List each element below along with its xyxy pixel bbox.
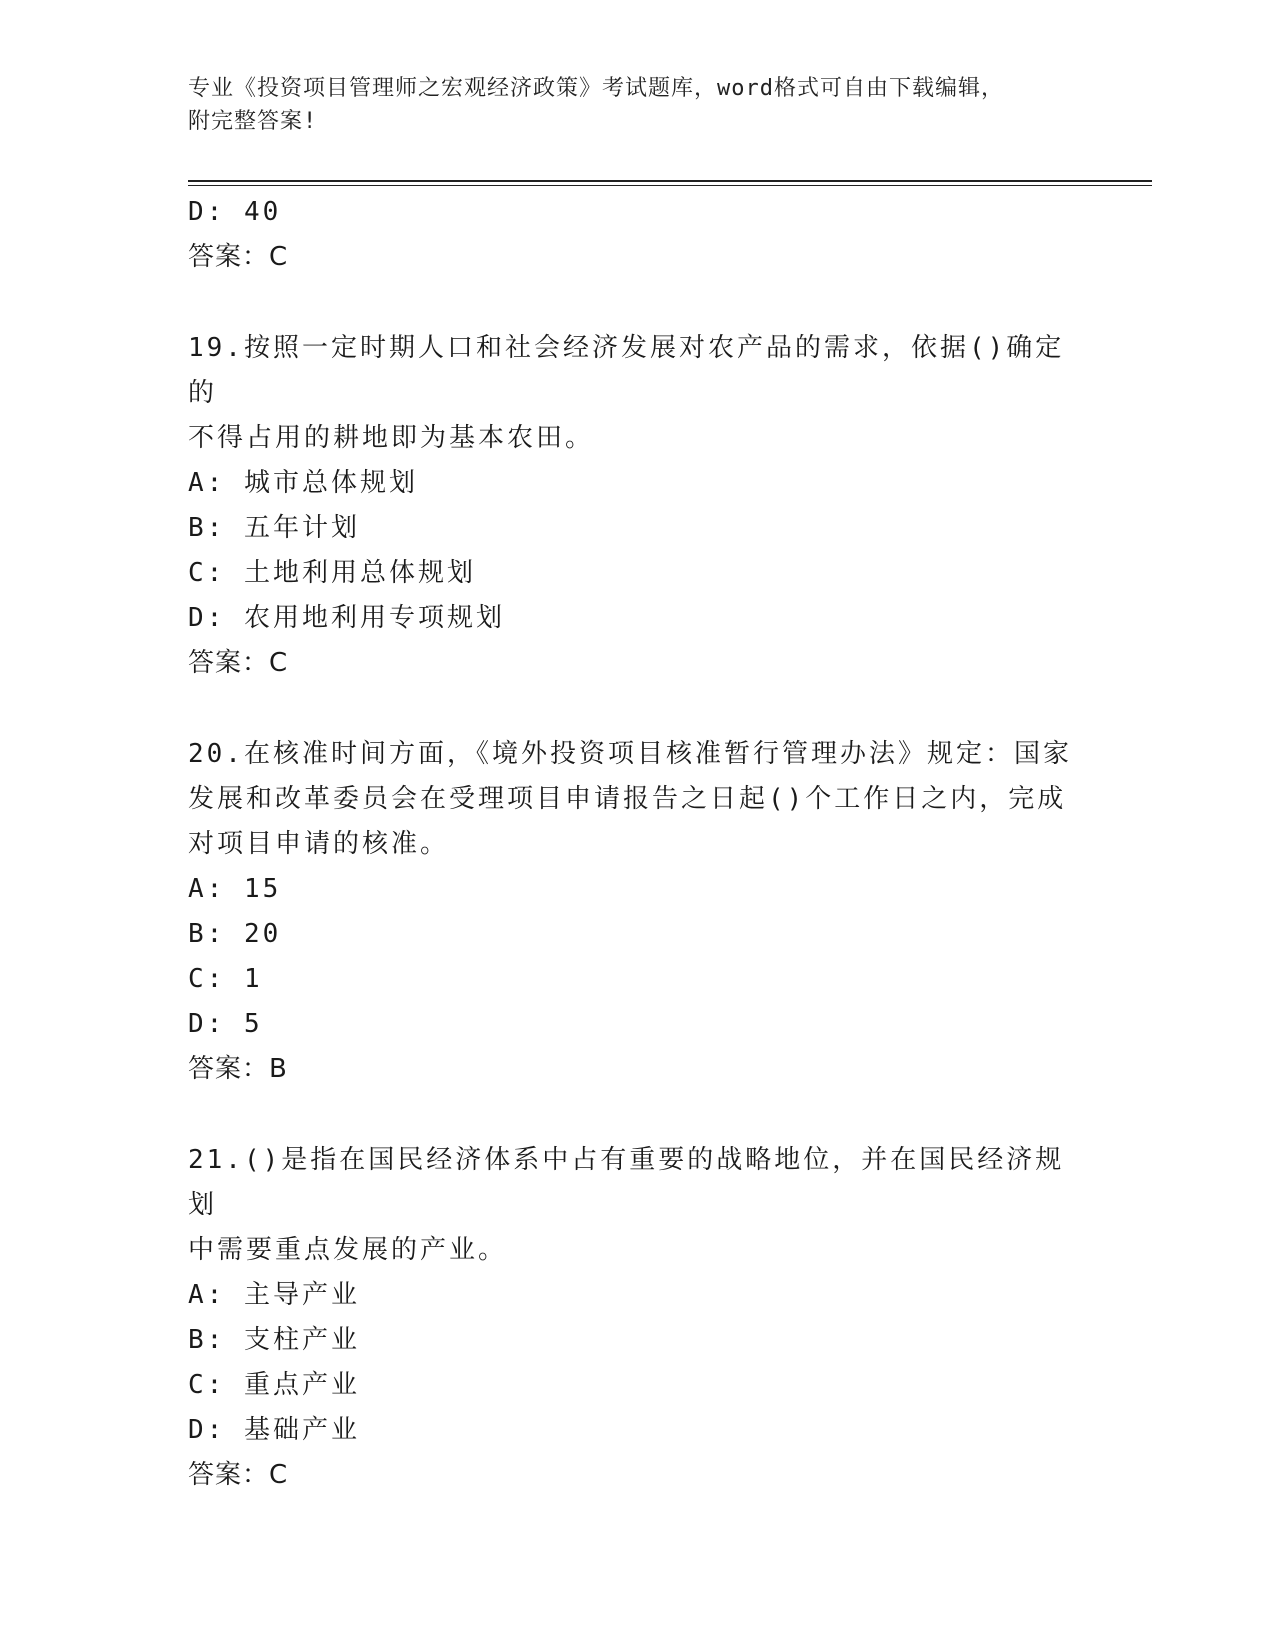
option-c: C: 土地利用总体规划	[188, 558, 476, 588]
page-header	[188, 72, 1088, 138]
answer-line: 答案：C	[188, 1460, 289, 1490]
stem-line: 中需要重点发展的产业。	[188, 1235, 508, 1265]
question-19	[188, 326, 1088, 686]
question-stem	[188, 326, 1088, 461]
option-b: B: 支柱产业	[188, 1325, 360, 1355]
question-20	[188, 732, 1088, 1092]
stem-line: 19.按照一定时期人口和社会经济发展对农产品的需求，依据()确定的	[188, 333, 1065, 408]
stem-line: 20.在核准时间方面，《境外投资项目核准暂行管理办法》规定：国家	[188, 739, 1072, 769]
previous-question-tail	[188, 190, 1088, 280]
stem-line: 发展和改革委员会在受理项目申请报告之日起()个工作日之内，完成	[188, 784, 1067, 814]
option-a: A: 城市总体规划	[188, 468, 418, 498]
option-c: C: 1	[188, 964, 263, 994]
option-c: C: 重点产业	[188, 1370, 360, 1400]
header-line-1: 专业《投资项目管理师之宏观经济政策》考试题库，word格式可自由下载编辑，	[188, 76, 1004, 101]
header-rule-thick	[188, 180, 1152, 182]
question-21	[188, 1138, 1088, 1498]
option-d: D: 40	[188, 197, 282, 227]
answer-line: 答案：C	[188, 648, 289, 678]
stem-line: 不得占用的耕地即为基本农田。	[188, 423, 595, 453]
stem-line: 21.()是指在国民经济体系中占有重要的战略地位，并在国民经济规划	[188, 1145, 1065, 1220]
option-b: B: 五年计划	[188, 513, 360, 543]
option-d: D: 基础产业	[188, 1415, 360, 1445]
answer-line: 答案：C	[188, 242, 289, 272]
option-d: D: 农用地利用专项规划	[188, 603, 505, 633]
header-line-2: 附完整答案!	[188, 109, 318, 134]
option-a: A: 主导产业	[188, 1280, 360, 1310]
header-rule-thin	[188, 185, 1152, 186]
answer-line: 答案：B	[188, 1054, 288, 1084]
option-b: B: 20	[188, 919, 282, 949]
question-stem	[188, 1138, 1088, 1273]
option-d: D: 5	[188, 1009, 263, 1039]
option-a: A: 15	[188, 874, 282, 904]
stem-line: 对项目申请的核准。	[188, 829, 450, 859]
question-stem	[188, 732, 1088, 867]
question-content	[188, 190, 1088, 1544]
